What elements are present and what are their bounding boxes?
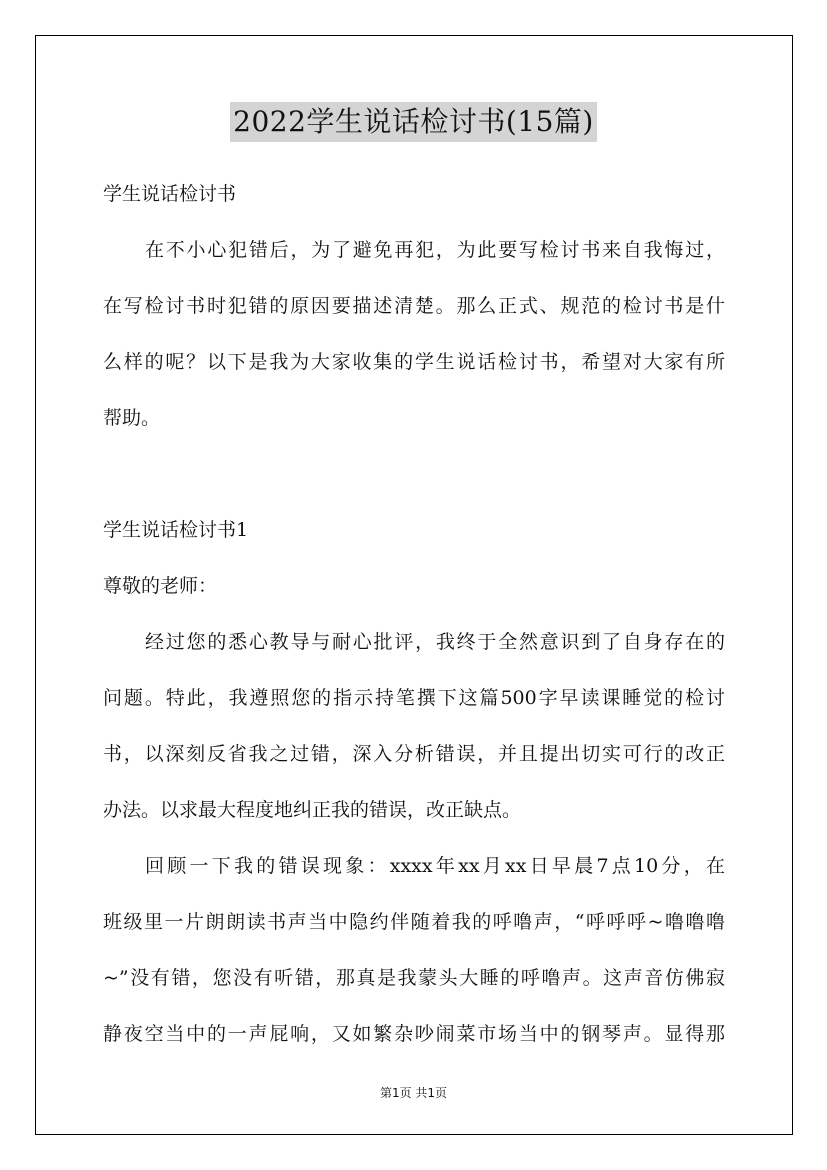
salutation: 尊敬的老师： (103, 575, 218, 597)
paragraph-line: 班级里一片朗朗读书声当中隐约伴随着我的呼噜声，“呼呼呼~噜噜噜 (103, 911, 725, 933)
title-container (0, 102, 827, 142)
intro-line: 在不小心犯错后，为了避免再犯，为此要写检讨书来自我悔过， (145, 239, 725, 261)
paragraph-line: 办法。以求最大程度地纠正我的错误，改正缺点。 (103, 799, 522, 821)
intro-line: 帮助。 (103, 407, 161, 429)
paragraph-line: 静夜空当中的一声屁响，又如繁杂吵闹菜市场当中的钢琴声。显得那 (103, 1023, 725, 1045)
paragraph-line: 问题。特此，我遵照您的指示持笔撰下这篇500字早读课睡觉的检讨 (103, 687, 725, 709)
paragraph-line: 回顾一下我的错误现象：xxxx年xx月xx日早晨7点10分，在 (145, 855, 725, 877)
section-title: 学生说话检讨书1 (103, 519, 249, 541)
page-footer: 第1页 共1页 (379, 1086, 448, 1100)
paragraph-line: 书，以深刻反省我之过错，深入分析错误，并且提出切实可行的改正 (103, 743, 725, 765)
paragraph-line: 经过您的悉心教导与耐心批评，我终于全然意识到了自身存在的 (145, 631, 725, 653)
intro-line: 在写检讨书时犯错的原因要描述清楚。那么正式、规范的检讨书是什 (103, 295, 725, 317)
intro-line: 么样的呢？以下是我为大家收集的学生说话检讨书，希望对大家有所 (103, 351, 725, 373)
spacer (103, 452, 725, 508)
section-heading: 学生说话检讨书 (103, 183, 237, 205)
paragraph-line: ~”没有错，您没有听错，那真是我蒙头大睡的呼噜声。这声音仿佛寂 (103, 967, 725, 989)
document-body (103, 172, 725, 1068)
document-title: 2022学生说话检讨书(15篇) (230, 102, 597, 142)
